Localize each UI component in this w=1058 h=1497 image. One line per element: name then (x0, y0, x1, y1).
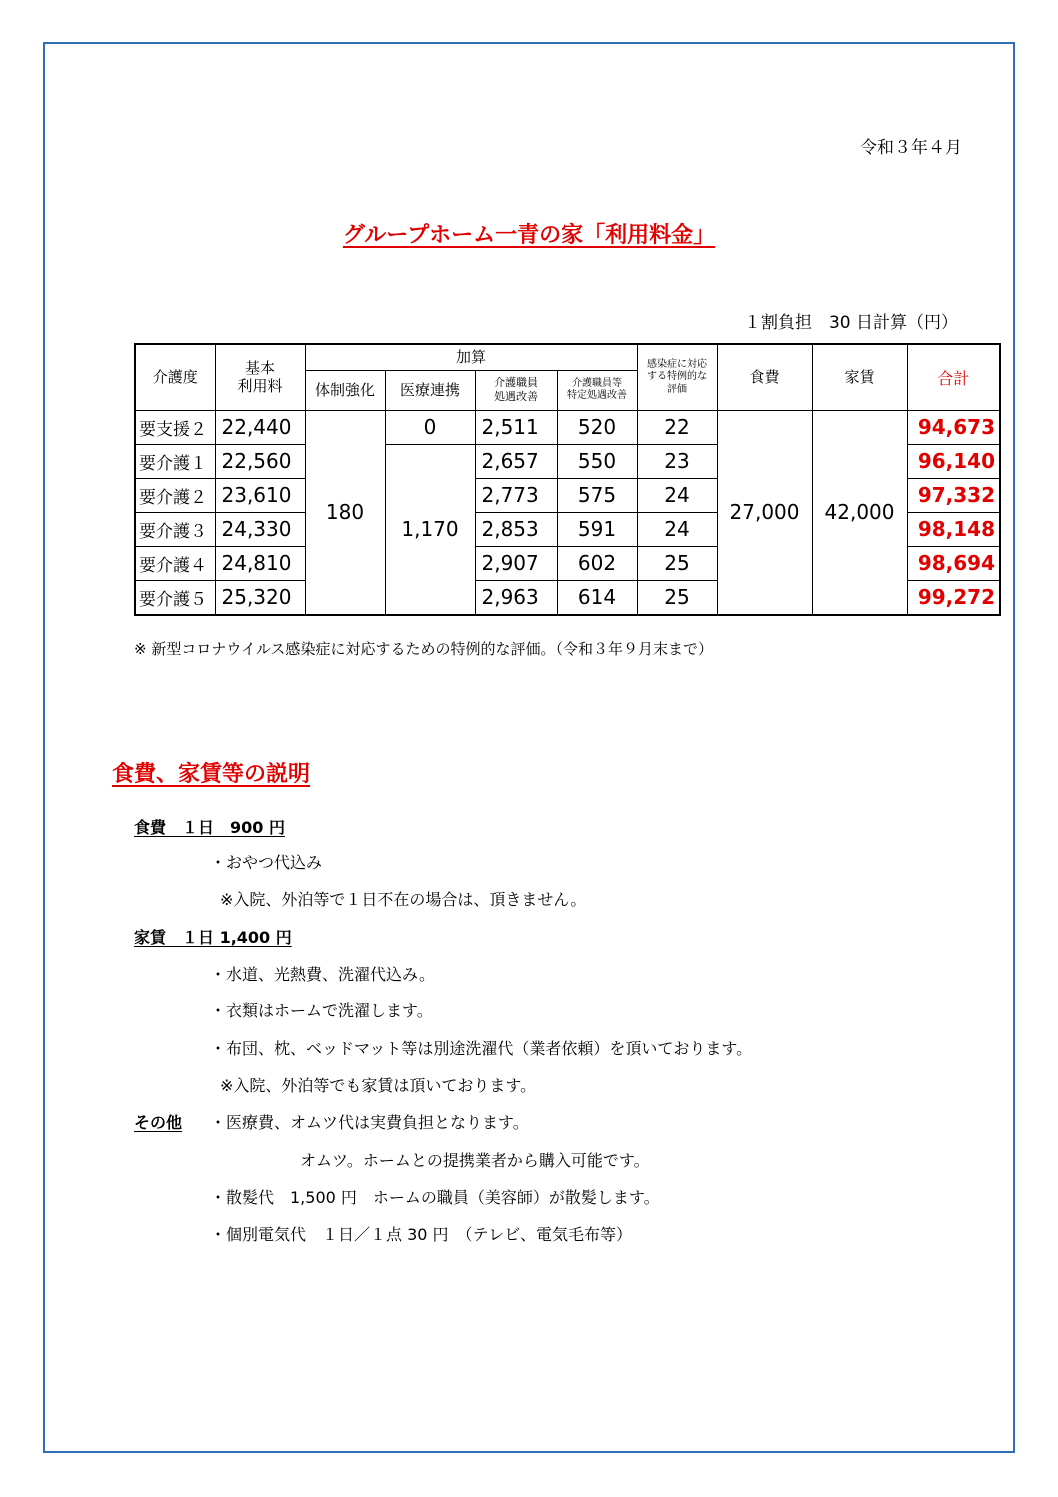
cell-corona: 25 (637, 546, 717, 580)
cell-level: 要介護４ (135, 546, 215, 580)
cell-tokutei: 520 (557, 410, 637, 444)
cell-base: 22,560 (215, 444, 305, 478)
header-taisei: 体制強化 (305, 370, 385, 410)
food-note: ※入院、外泊等で１日不在の場合は、頂きません。 (220, 890, 587, 909)
cell-total: 94,673 (907, 410, 1000, 444)
other-item-continued: オムツ。ホームとの提携業者から購入可能です。 (300, 1151, 650, 1170)
header-rent: 家賃 (812, 344, 907, 410)
cell-total: 97,332 (907, 478, 1000, 512)
cell-level: 要介護３ (135, 512, 215, 546)
issue-date: 令和３年４月 (860, 138, 962, 158)
cell-tokutei: 591 (557, 512, 637, 546)
cell-food: 27,000 (717, 410, 812, 615)
cell-corona: 22 (637, 410, 717, 444)
cell-shogu: 2,853 (475, 512, 557, 546)
cell-level: 要介護５ (135, 580, 215, 615)
cell-shogu: 2,511 (475, 410, 557, 444)
cell-base: 24,330 (215, 512, 305, 546)
other-item: ・医療費、オムツ代は実費負担となります。 (210, 1113, 529, 1132)
header-food: 食費 (717, 344, 812, 410)
cell-shogu: 2,773 (475, 478, 557, 512)
cell-base: 23,610 (215, 478, 305, 512)
header-corona: 感染症に対応 する特例的な 評価 (637, 344, 717, 410)
rent-note: ※入院、外泊等でも家賃は頂いております。 (220, 1076, 537, 1095)
cell-shogu: 2,657 (475, 444, 557, 478)
cell-tokutei: 602 (557, 546, 637, 580)
header-tokutei: 介護職員等 特定処遇改善 (557, 370, 637, 410)
cell-corona: 23 (637, 444, 717, 478)
cell-taisei: 180 (305, 410, 385, 615)
header-addition: 加算 (305, 344, 637, 370)
cell-base: 24,810 (215, 546, 305, 580)
header-shogu: 介護職員 処遇改善 (475, 370, 557, 410)
rent-item: ・水道、光熱費、洗濯代込み。 (210, 965, 435, 984)
cell-tokutei: 550 (557, 444, 637, 478)
cell-total: 98,148 (907, 512, 1000, 546)
cell-corona: 24 (637, 478, 717, 512)
food-heading: 食費 １日 900 円 (134, 818, 285, 837)
cell-corona: 25 (637, 580, 717, 615)
cell-base: 22,440 (215, 410, 305, 444)
other-item: ・散髪代 1,500 円 ホームの職員（美容師）が散髪します。 (210, 1188, 660, 1207)
rent-item: ・布団、枕、ベッドマット等は別途洗濯代（業者依頼）を頂いております。 (210, 1039, 753, 1058)
cell-shogu: 2,963 (475, 580, 557, 615)
cell-shogu: 2,907 (475, 546, 557, 580)
page-title: グループホーム一青の家「利用料金」 (342, 223, 716, 248)
other-item: ・個別電気代 １日／１点 30 円 （テレビ、電気毛布等） (210, 1225, 633, 1244)
table-footnote: ※ 新型コロナウイルス感染症に対応するための特例的な評価。（令和３年９月末まで） (134, 640, 713, 658)
calculation-note: １割負担 30 日計算（円） (743, 313, 958, 333)
cell-level: 要介護２ (135, 478, 215, 512)
cell-iryo-care: 1,170 (385, 444, 475, 615)
section-title: 食費、家賃等の説明 (112, 762, 311, 787)
header-iryo: 医療連携 (385, 370, 475, 410)
cell-total: 96,140 (907, 444, 1000, 478)
header-total: 合計 (907, 344, 1000, 410)
header-base: 基本 利用料 (215, 344, 305, 410)
cell-tokutei: 614 (557, 580, 637, 615)
fee-table (134, 343, 1001, 616)
rent-heading: 家賃 １日 1,400 円 (134, 928, 292, 947)
food-item: ・おやつ代込み (210, 853, 323, 872)
other-heading: その他 (134, 1113, 183, 1132)
cell-level: 要介護１ (135, 444, 215, 478)
cell-level: 要支援２ (135, 410, 215, 444)
cell-iryo-support: 0 (385, 410, 475, 444)
cell-rent: 42,000 (812, 410, 907, 615)
table-row (135, 410, 1000, 444)
cell-total: 98,694 (907, 546, 1000, 580)
cell-total: 99,272 (907, 580, 1000, 615)
cell-corona: 24 (637, 512, 717, 546)
cell-base: 25,320 (215, 580, 305, 615)
header-level: 介護度 (135, 344, 215, 410)
cell-tokutei: 575 (557, 478, 637, 512)
rent-item: ・衣類はホームで洗濯します。 (210, 1001, 433, 1020)
